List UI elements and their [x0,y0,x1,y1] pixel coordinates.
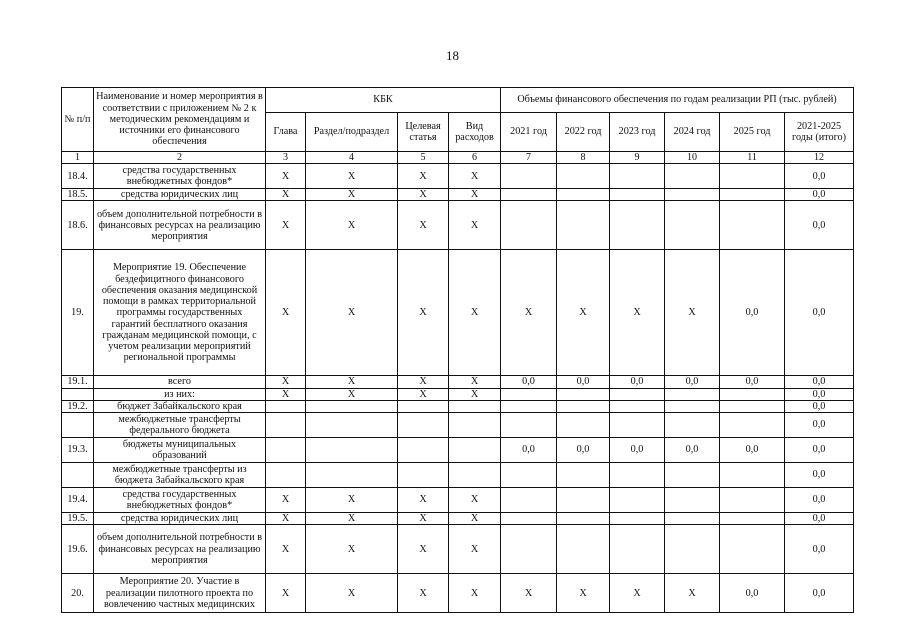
row-value [557,164,610,189]
row-value: X [610,250,665,376]
header-kbk-col: Раздел/подраздел [306,113,398,152]
column-number: 12 [785,152,854,164]
row-value [720,525,785,574]
row-number: 18.6. [62,201,94,250]
row-value: X [398,513,449,525]
row-value [610,201,665,250]
row-value: X [501,250,557,376]
row-value [501,164,557,189]
row-name: объем дополнительной потребности в финансовых ресурсах на реализацию мероприятия [94,525,266,574]
row-number [62,388,94,400]
row-value [720,388,785,400]
funding-table [61,87,854,613]
table-row [62,189,854,201]
table-row [62,574,854,613]
row-value: X [266,164,306,189]
row-value: X [449,201,501,250]
header-year-col: 2021-2025 годы (итого) [785,113,854,152]
row-value [665,463,720,488]
row-name: всего [94,376,266,388]
row-number: 19.3. [62,438,94,463]
row-value [306,400,398,412]
row-value: 0,0 [785,413,854,438]
row-value: 0,0 [785,438,854,463]
row-value: 0,0 [785,164,854,189]
row-name: средства государственных внебюджетных фондов* [94,164,266,189]
header-year-col: 2021 год [501,113,557,152]
page-number: 18 [446,48,459,63]
row-value [306,463,398,488]
row-value: 0,0 [785,513,854,525]
row-value [720,201,785,250]
row-value: X [306,164,398,189]
row-name: бюджеты муниципальных образований [94,438,266,463]
row-value [449,438,501,463]
row-value [501,388,557,400]
column-number: 4 [306,152,398,164]
row-value [665,488,720,513]
table-row [62,488,854,513]
row-value: 0,0 [557,438,610,463]
row-name: бюджет Забайкальского края [94,400,266,412]
row-value: 0,0 [720,438,785,463]
row-value [398,438,449,463]
header-year-col: 2023 год [610,113,665,152]
row-value: X [557,250,610,376]
column-number: 8 [557,152,610,164]
row-value [449,400,501,412]
row-name: из них: [94,388,266,400]
row-value: X [501,574,557,613]
row-value [501,488,557,513]
row-value: 0,0 [785,189,854,201]
row-value [266,438,306,463]
row-value: 0,0 [665,376,720,388]
row-value: X [306,376,398,388]
row-value: X [665,574,720,613]
row-value [557,413,610,438]
header-kbk-col: Вид расходов [449,113,501,152]
row-value: 0,0 [610,438,665,463]
row-value: 0,0 [785,250,854,376]
row-name: межбюджетные трансферты из бюджета Забайкальского края [94,463,266,488]
row-value [665,201,720,250]
column-number: 11 [720,152,785,164]
row-value [665,513,720,525]
table-row [62,164,854,189]
row-value [501,463,557,488]
row-value: X [266,201,306,250]
row-value [557,525,610,574]
row-value: X [449,488,501,513]
row-value [501,201,557,250]
header-year-col: 2025 год [720,113,785,152]
row-value [665,164,720,189]
row-value [557,513,610,525]
row-number: 18.5. [62,189,94,201]
row-value [266,413,306,438]
table-row [62,388,854,400]
row-value [610,488,665,513]
row-value: X [398,574,449,613]
row-value [720,463,785,488]
row-value [720,164,785,189]
row-value [306,413,398,438]
row-value: 0,0 [610,376,665,388]
row-value: X [398,388,449,400]
row-value [398,400,449,412]
row-number: 19.1. [62,376,94,388]
table-row [62,513,854,525]
row-number: 19.5. [62,513,94,525]
row-value: X [449,574,501,613]
row-value: X [266,388,306,400]
row-value: X [449,388,501,400]
row-value [720,513,785,525]
row-number: 19.2. [62,400,94,412]
row-value: 0,0 [720,250,785,376]
table-row [62,463,854,488]
row-value [610,525,665,574]
table-row [62,413,854,438]
row-value: 0,0 [557,376,610,388]
row-value: 0,0 [785,574,854,613]
row-name: межбюджетные трансферты федерального бюджета [94,413,266,438]
row-value [501,525,557,574]
column-number: 6 [449,152,501,164]
row-value: 0,0 [785,488,854,513]
row-name: объем дополнительной потребности в финансовых ресурсах на реализацию мероприятия [94,201,266,250]
row-value [610,513,665,525]
row-number: 18.4. [62,164,94,189]
table-row [62,525,854,574]
row-value: X [610,574,665,613]
table-body [62,164,854,613]
row-value: 0,0 [501,376,557,388]
row-value: 0,0 [785,201,854,250]
row-value: X [449,189,501,201]
row-value [266,463,306,488]
row-value: X [266,250,306,376]
row-value: X [266,488,306,513]
row-value: X [306,488,398,513]
row-value: 0,0 [785,388,854,400]
row-value: X [398,525,449,574]
row-value: 0,0 [665,438,720,463]
row-value: X [306,525,398,574]
table-row [62,400,854,412]
row-value [557,189,610,201]
header-kbk-col: Целевая статья [398,113,449,152]
row-value: X [665,250,720,376]
header-funding: Объемы финансового обеспечения по годам реализации РП (тыс. рублей) [501,88,854,113]
row-value [665,189,720,201]
row-value: X [266,189,306,201]
row-value [557,463,610,488]
row-value: X [449,513,501,525]
column-number: 7 [501,152,557,164]
row-name: Мероприятие 19. Обеспечение бездефицитного финансового обеспечения оказания медицинской помощи в рамках территориальной программы государственных гарантий бесплатного оказания гражданам медицинской помощи, с учетом реализации мероприятий региональной программы [94,250,266,376]
row-number: 19. [62,250,94,376]
row-value: X [306,250,398,376]
header-name: Наименование и номер мероприятия в соответствии с приложением № 2 к методическим рекомендациям и источники его финансового обеспечения [94,88,266,152]
row-value: X [398,250,449,376]
table-row [62,201,854,250]
row-value: X [449,250,501,376]
row-value [501,189,557,201]
row-value [449,413,501,438]
row-value: X [449,376,501,388]
row-value: 0,0 [501,438,557,463]
row-value [610,164,665,189]
row-value: X [266,513,306,525]
row-value: X [398,164,449,189]
row-value: X [449,525,501,574]
row-value [665,388,720,400]
column-number: 1 [62,152,94,164]
header-year-col: 2024 год [665,113,720,152]
row-value: X [398,376,449,388]
row-name: средства юридических лиц [94,189,266,201]
row-value: X [306,189,398,201]
row-value: X [306,201,398,250]
row-value: X [306,574,398,613]
row-value [266,400,306,412]
row-value: X [306,513,398,525]
row-value [610,189,665,201]
row-number: 20. [62,574,94,613]
row-value [720,488,785,513]
column-number: 10 [665,152,720,164]
row-value [665,400,720,412]
row-number [62,413,94,438]
header-kbk: КБК [266,88,501,113]
column-number: 2 [94,152,266,164]
row-number: 19.4. [62,488,94,513]
row-value: X [398,201,449,250]
row-value [720,400,785,412]
row-value [557,400,610,412]
row-value [610,463,665,488]
row-value [398,413,449,438]
row-value [665,413,720,438]
row-value [501,413,557,438]
row-value [665,525,720,574]
row-value [720,413,785,438]
row-value: X [266,574,306,613]
row-value [501,513,557,525]
row-value [610,388,665,400]
row-value: 0,0 [785,400,854,412]
row-value [557,388,610,400]
row-value: X [398,189,449,201]
row-number [62,463,94,488]
column-number: 3 [266,152,306,164]
row-value [557,201,610,250]
row-value [306,438,398,463]
table-row [62,376,854,388]
row-value: X [266,525,306,574]
row-number: 19.6. [62,525,94,574]
row-value [449,463,501,488]
row-value [720,189,785,201]
header-year-col: 2022 год [557,113,610,152]
row-value: 0,0 [720,574,785,613]
row-value: 0,0 [785,463,854,488]
column-number: 5 [398,152,449,164]
row-value: 0,0 [785,525,854,574]
row-name: Мероприятие 20. Участие в реализации пилотного проекта по вовлечению частных медицинских [94,574,266,613]
row-value [501,400,557,412]
row-value: X [306,388,398,400]
table-row [62,250,854,376]
row-value [557,488,610,513]
row-value: X [266,376,306,388]
row-value: X [449,164,501,189]
row-name: средства юридических лиц [94,513,266,525]
row-value [610,400,665,412]
row-value: 0,0 [720,376,785,388]
row-value [398,463,449,488]
row-value: 0,0 [785,376,854,388]
table-row [62,438,854,463]
row-value: X [557,574,610,613]
column-number: 9 [610,152,665,164]
header-num: № п/п [62,88,94,152]
header-kbk-col: Глава [266,113,306,152]
row-value [610,413,665,438]
row-value: X [398,488,449,513]
row-name: средства государственных внебюджетных фондов* [94,488,266,513]
